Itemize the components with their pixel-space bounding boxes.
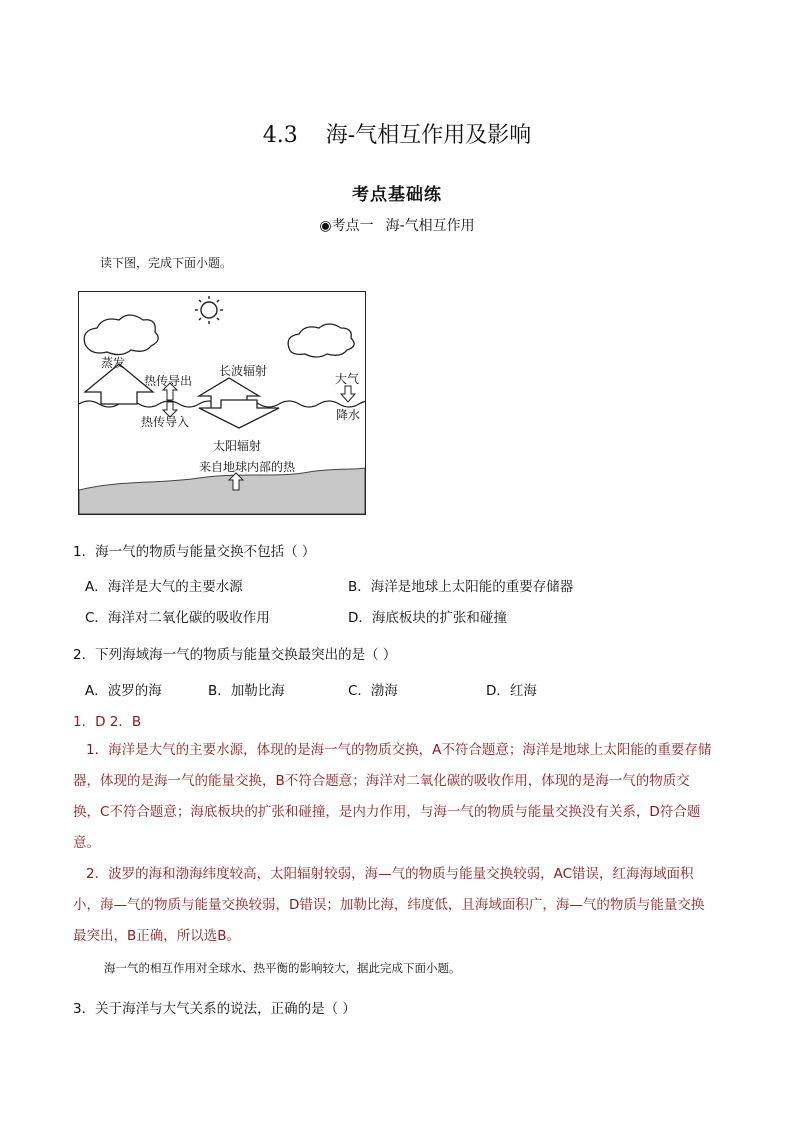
question-2: 2．下列海域海一气的物质与能量交换最突出的是（ ） <box>73 647 397 663</box>
kaodian-title: 海-气相互作用 <box>385 218 475 234</box>
label-evaporation: 蒸发 <box>101 356 126 370</box>
answer-line: 1．D 2．B <box>73 714 142 730</box>
q1-option-d: D．海底板块的扩张和碰撞 <box>348 610 507 626</box>
q1-option-a: A．海洋是大气的主要水源 <box>85 579 243 595</box>
passage-note: 海一气的相互作用对全球水、热平衡的影响较大，据此完成下面小题。 <box>104 961 461 975</box>
label-heat-out: 热传导出 <box>144 374 193 388</box>
kaodian-marker: ◉考点一 <box>319 218 374 234</box>
explanation-1: 1．海洋是大气的主要水源，体现的是海一气的物质交换，A不符合题意；海洋是地球上太阳能的重要存储器，体现的是海一气的能量交换，B不符合题意；海洋对二氧化碳的吸收作用，体现的是海一气的物质交换，C不符合题意；海底板块的扩张和碰撞，是内力作用，与海一气的物质与能量交换没有关系，D符合题意。 <box>73 742 712 851</box>
q2-option-a: A．波罗的海 <box>85 683 162 699</box>
q2-option-d: D．红海 <box>486 683 537 699</box>
instruction: 读下图，完成下面小题。 <box>100 256 233 270</box>
q1-option-c: C．海洋对二氧化碳的吸收作用 <box>85 610 270 626</box>
diagram-svg <box>79 292 365 514</box>
label-earth-heat: 来自地球内部的热 <box>199 460 296 474</box>
label-precip: 降水 <box>336 408 361 422</box>
section-number: 4.3 <box>262 123 298 148</box>
sea-air-diagram <box>78 291 366 515</box>
label-heat-in: 热传导入 <box>141 415 190 429</box>
q1-option-b: B．海洋是地球上太阳能的重要存储器 <box>348 579 574 595</box>
explanation-2: 2．波罗的海和渤海纬度较高，太阳辐射较弱，海—气的物质与能量交换较弱，AC错误，红海海域面积小，海—气的物质与能量交换较弱，D错误；加勒比海，纬度低，且海域面积广，海—气的物质与能量交换最突出，B正确，所以选B。 <box>73 866 705 944</box>
q2-option-b: B．加勒比海 <box>208 683 285 699</box>
label-solar: 太阳辐射 <box>213 439 262 453</box>
cloud-right-icon <box>288 324 354 357</box>
kaodian-heading <box>0 215 794 235</box>
cloud-left-icon <box>84 315 158 355</box>
section-title: 海-气相互作用及影响 <box>325 123 532 148</box>
page-subtitle: 考点基础练 <box>352 185 442 205</box>
question-3: 3．关于海洋与大气关系的说法，正确的是（ ） <box>73 1001 356 1017</box>
label-longwave: 长波辐射 <box>219 364 268 378</box>
q2-option-c: C．渤海 <box>348 683 398 699</box>
page-title <box>0 118 794 149</box>
question-1: 1．海一气的物质与能量交换不包括（ ） <box>73 544 316 560</box>
precip-arrow <box>341 386 355 402</box>
sun-icon <box>195 296 223 324</box>
label-atmosphere: 大气 <box>335 372 360 386</box>
